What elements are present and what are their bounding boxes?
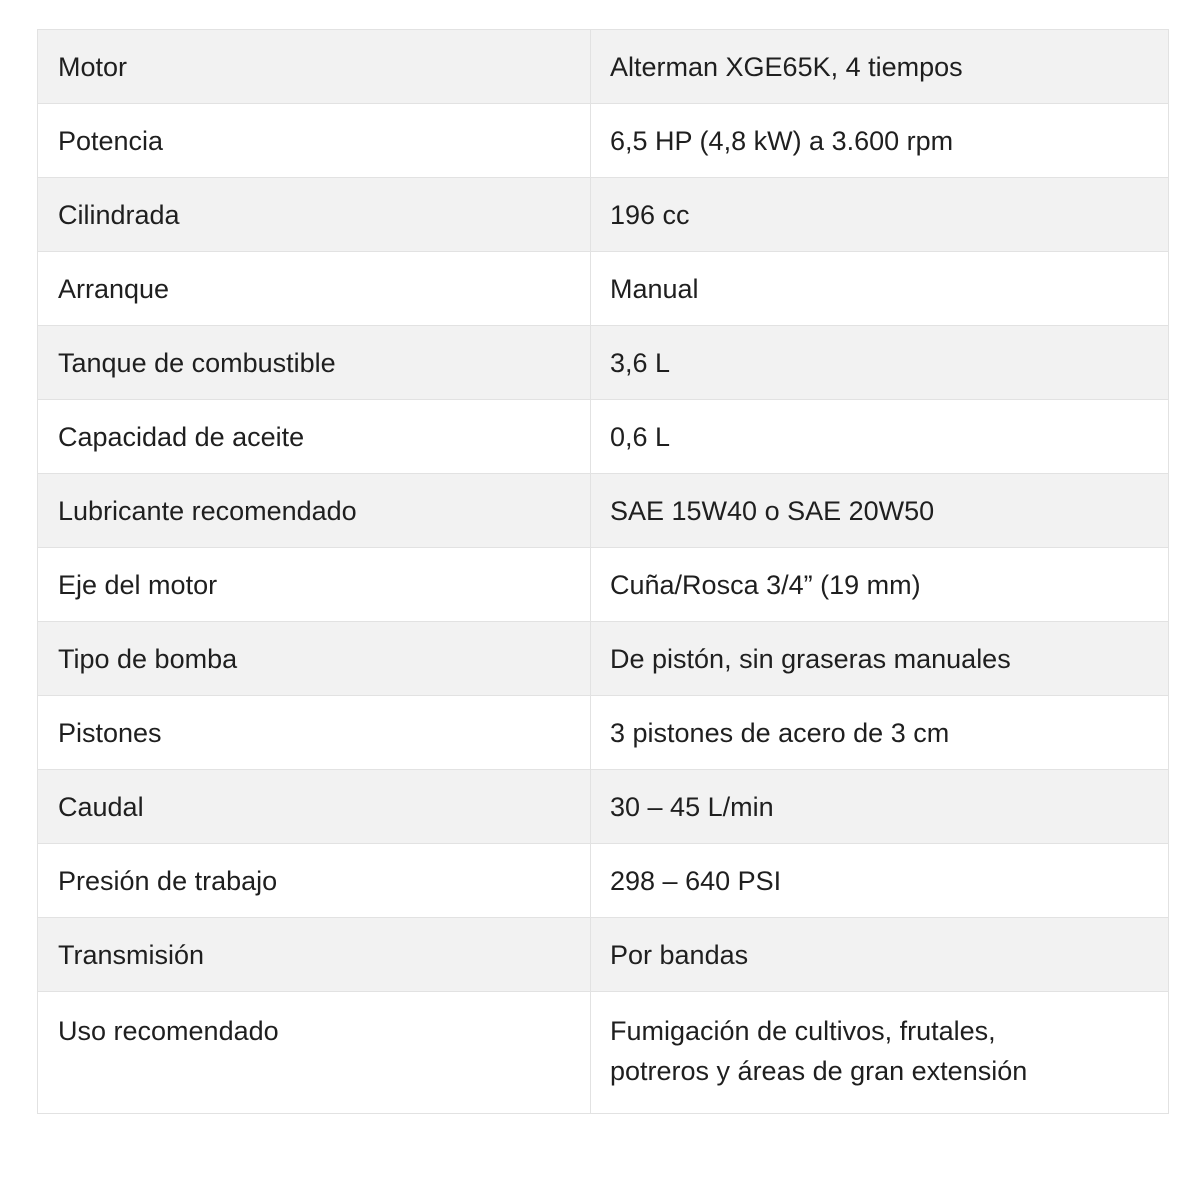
table-row <box>38 178 1169 252</box>
spec-label: Uso recomendado <box>38 992 591 1114</box>
spec-label: Tipo de bomba <box>38 622 591 696</box>
spec-value: 6,5 HP (4,8 kW) a 3.600 rpm <box>591 104 1169 178</box>
table-row <box>38 622 1169 696</box>
spec-label: Capacidad de aceite <box>38 400 591 474</box>
spec-label: Presión de trabajo <box>38 844 591 918</box>
spec-value: 3 pistones de acero de 3 cm <box>591 696 1169 770</box>
spec-value: 3,6 L <box>591 326 1169 400</box>
spec-value: 0,6 L <box>591 400 1169 474</box>
table-row <box>38 696 1169 770</box>
spec-value: Cuña/Rosca 3/4” (19 mm) <box>591 548 1169 622</box>
spec-label: Tanque de combustible <box>38 326 591 400</box>
table-row <box>38 548 1169 622</box>
spec-label: Arranque <box>38 252 591 326</box>
spec-value: Manual <box>591 252 1169 326</box>
spec-value: 30 – 45 L/min <box>591 770 1169 844</box>
spec-label: Potencia <box>38 104 591 178</box>
spec-label: Caudal <box>38 770 591 844</box>
table-row <box>38 326 1169 400</box>
table-row <box>38 844 1169 918</box>
spec-label: Pistones <box>38 696 591 770</box>
spec-label: Cilindrada <box>38 178 591 252</box>
spec-value: SAE 15W40 o SAE 20W50 <box>591 474 1169 548</box>
spec-value-line: Fumigación de cultivos, frutales, <box>610 1016 996 1046</box>
table-row <box>38 30 1169 104</box>
table-row <box>38 104 1169 178</box>
spec-label: Motor <box>38 30 591 104</box>
table-row <box>38 400 1169 474</box>
spec-value: Por bandas <box>591 918 1169 992</box>
spec-value: 196 cc <box>591 178 1169 252</box>
spec-label: Eje del motor <box>38 548 591 622</box>
table-row <box>38 770 1169 844</box>
table-row <box>38 992 1169 1114</box>
spec-value: De pistón, sin graseras manuales <box>591 622 1169 696</box>
spec-label: Lubricante recomendado <box>38 474 591 548</box>
spec-value: 298 – 640 PSI <box>591 844 1169 918</box>
table-row <box>38 252 1169 326</box>
spec-label: Transmisión <box>38 918 591 992</box>
table-row <box>38 474 1169 548</box>
spec-value <box>591 992 1169 1114</box>
specifications-table <box>37 29 1169 1114</box>
spec-value-line: potreros y áreas de gran extensión <box>610 1056 1028 1086</box>
spec-value: Alterman XGE65K, 4 tiempos <box>591 30 1169 104</box>
table-row <box>38 918 1169 992</box>
